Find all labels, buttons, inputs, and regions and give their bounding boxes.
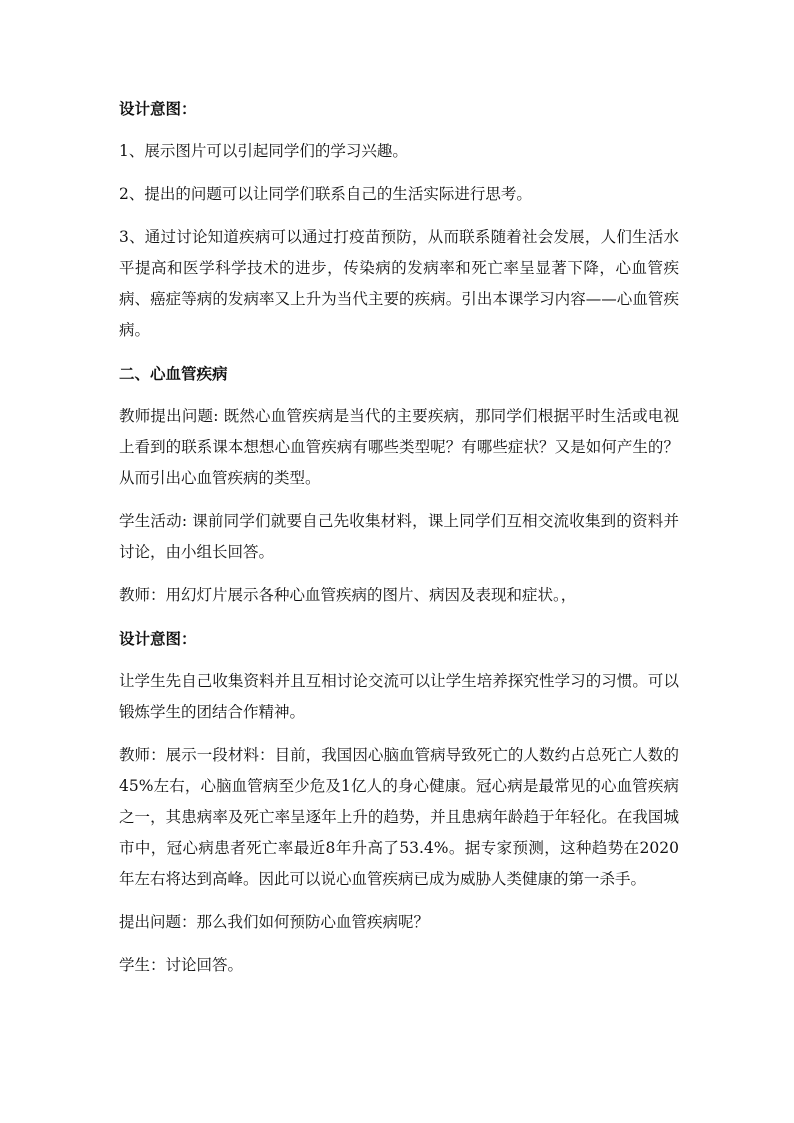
- design-intent-item-1: 1、展示图片可以引起同学们的学习兴趣。: [119, 142, 408, 160]
- prevention-question-paragraph: 提出问题：那么我们如何预防心血管疾病呢？: [119, 913, 430, 931]
- design-intent-item-2: 2、提出的问题可以让同学们联系自己的生活实际进行思考。: [119, 185, 532, 203]
- design-intent-collaboration-paragraph: 让学生先自己收集资料并且互相讨论交流可以让学生培养探究性学习的习惯。可以锻炼学生的团结合作精神。: [119, 672, 679, 721]
- design-intent-item-3: 3、通过讨论知道疾病可以通过打疫苗预防，从而联系随着社会发展，人们生活水平提高和医学科学技术的进步，传染病的发病率和死亡率呈显著下降，心血管疾病、癌症等病的发病率又上升为当代主要的疾病。引出本课学习内容——心血管疾病。: [119, 228, 679, 339]
- teacher-slides-paragraph: 教师：用幻灯片展示各种心血管疾病的图片、病因及表现和症状。，: [119, 586, 577, 604]
- teacher-question-paragraph: 教师提出问题: 既然心血管疾病是当代的主要疾病，那同学们根据平时生活或电视上看到的联系课本想想心血管疾病有哪些类型呢？有哪些症状？又是如何产生的？从而引出心血管疾病的类型。: [119, 407, 679, 487]
- student-answer-paragraph: 学生：讨论回答。: [119, 956, 244, 974]
- design-intent-heading-2: 设计意图：: [119, 629, 197, 648]
- teacher-material-paragraph: 教师：展示一段材料：目前，我国因心脑血管病导致死亡的人数约占总死亡人数的45%左右，心脑血管病至少危及1亿人的身心健康。冠心病是最常见的心血管疾病之一，其患病率及死亡率呈逐年上升的趋势，并且患病年龄趋于年轻化。在我国城市中，冠心病患者死亡率最近8年升高了53.4%。据专家预测，这种趋势在2020年左右将达到高峰。因此可以说心血管疾病已成为威胁人类健康的第一杀手。: [119, 746, 679, 888]
- section-heading-cardiovascular: 二、心血管疾病: [119, 364, 228, 383]
- design-intent-heading-1: 设计意图：: [119, 99, 197, 118]
- document-body: [119, 93, 679, 981]
- student-activity-paragraph: 学生活动: 课前同学们就要自己先收集材料，课上同学们互相交流收集到的资料并讨论，由小组长回答。: [119, 512, 679, 561]
